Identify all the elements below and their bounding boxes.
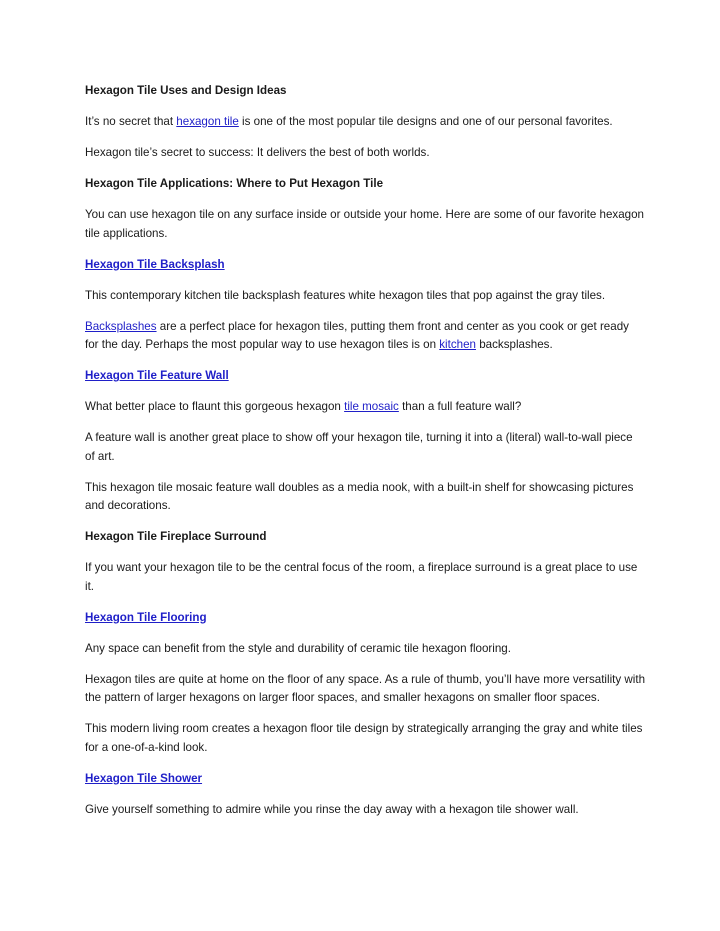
backsplashes-link[interactable]: Backsplashes — [85, 319, 157, 333]
flooring-paragraph-2: Hexagon tiles are quite at home on the floor of any space. As a rule of thumb, you’ll have more versatility with the pattern of larger hexagons on larger floor spaces, and smaller hexagons on smaller floor spaces. — [85, 672, 646, 704]
hexagon-tile-link[interactable]: hexagon tile — [176, 115, 239, 128]
backsplash-paragraph-1: This contemporary kitchen tile backsplash features white hexagon tiles that pop against the gray tiles. — [85, 288, 606, 302]
tile-mosaic-link[interactable]: tile mosaic — [344, 400, 399, 413]
backsplash-text-mid: are a perfect place for hexagon tiles, putting them front and center as you cook or get ready for the day. Perhaps the most popular way to use hexagon tiles is on — [85, 319, 629, 351]
intro-text-before: It’s no secret that — [85, 115, 177, 128]
feature-wall-text-after: than a full feature wall? — [398, 400, 522, 413]
document-body — [85, 82, 645, 832]
intro-text-after: is one of the most popular tile designs and one of our personal favorites. — [238, 115, 613, 128]
applications-paragraph: You can use hexagon tile on any surface inside or outside your home. Here are some of our favorite hexagon tile applications. — [85, 208, 644, 240]
backsplash-heading-link[interactable]: Hexagon Tile Backsplash — [85, 257, 225, 271]
shower-heading-block — [85, 770, 645, 789]
fireplace-heading: Hexagon Tile Fireplace Surround — [85, 530, 267, 543]
flooring-paragraph-1: Any space can benefit from the style and durability of ceramic tile hexagon flooring. — [85, 641, 511, 655]
intro-paragraph-1 — [85, 113, 645, 132]
backsplash-text-end: backsplashes. — [475, 338, 553, 351]
feature-wall-heading-link[interactable]: Hexagon Tile Feature Wall — [85, 369, 229, 382]
shower-heading-link[interactable]: Hexagon Tile Shower — [85, 771, 203, 785]
page-title: Hexagon Tile Uses and Design Ideas — [85, 84, 287, 97]
flooring-heading-link[interactable]: Hexagon Tile Flooring — [85, 610, 207, 624]
feature-wall-paragraph-1 — [85, 398, 645, 417]
feature-wall-heading-block — [85, 367, 645, 386]
feature-wall-text-before: What better place to flaunt this gorgeous hexagon — [85, 400, 345, 413]
flooring-paragraph-3: This modern living room creates a hexagon floor tile design by strategically arranging the gray and white tiles for a one-of-a-kind look. — [85, 722, 643, 754]
intro-paragraph-2: Hexagon tile’s secret to success: It delivers the best of both worlds. — [85, 146, 430, 159]
fireplace-paragraph: If you want your hexagon tile to be the central focus of the room, a fireplace surround is a great place to use it. — [85, 561, 638, 593]
feature-wall-paragraph-2: A feature wall is another great place to show off your hexagon tile, turning it into a (literal) wall-to-wall piece of art. — [85, 431, 633, 463]
shower-paragraph: Give yourself something to admire while you rinse the day away with a hexagon tile shower wall. — [85, 802, 579, 816]
feature-wall-paragraph-3: This hexagon tile mosaic feature wall doubles as a media nook, with a built-in shelf for showcasing pictures and decorations. — [85, 480, 634, 512]
applications-heading: Hexagon Tile Applications: Where to Put Hexagon Tile — [85, 177, 384, 190]
backsplash-heading-block — [85, 256, 645, 275]
kitchen-link[interactable]: kitchen — [439, 338, 476, 351]
backsplash-paragraph-2 — [85, 318, 645, 355]
flooring-heading-block — [85, 609, 645, 628]
